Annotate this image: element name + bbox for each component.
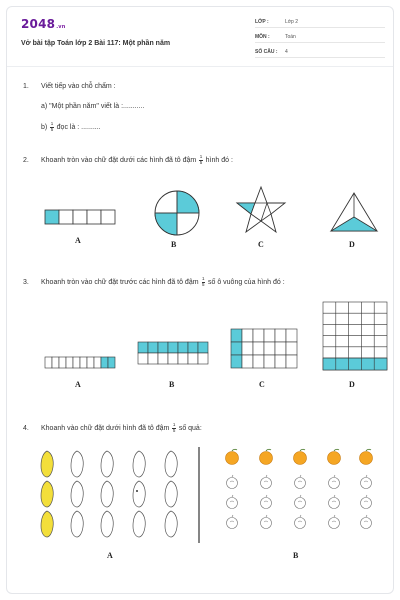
meta-question-count: SỐ CÂU : 4 [255,47,385,58]
fraction-one-fifth: $\frac{1}{5}$ [50,121,54,132]
q4-label-a[interactable]: A [107,551,113,560]
q2-label-b[interactable]: B [171,240,177,249]
q3-label-d[interactable]: D [349,380,355,389]
meta-class: LỚP : Lớp 2 [255,17,385,28]
q4-fruit-group-b [219,447,369,539]
fraction-one-fifth: $\frac{1}{5}$ [202,276,205,287]
q3-grid-b [138,342,208,364]
fraction-one-fifth: $\frac{1}{5}$ [199,154,203,165]
q4-fruit-group-a [37,447,187,537]
q2-label-a[interactable]: A [75,236,81,245]
q4-label-b[interactable]: B [293,551,299,560]
q2-circle-figure [153,189,201,237]
q2-label-c[interactable]: C [258,240,264,249]
q3-grid-a [45,357,115,369]
worksheet-header [7,7,393,67]
q2-strip-figure [45,210,117,225]
question-1: 1. Viết tiếp vào chỗ chấm : [23,83,116,90]
question-2: 2. Khoanh tròn vào chữ đặt dưới các hình đã tô đậm $\frac{1}{5}$ hình đó : [23,154,233,165]
q2-triangle-figure [329,191,379,235]
page-title: Vở bài tập Toán lớp 2 Bài 117: Một phần năm [21,40,171,47]
q3-grid-d [323,302,387,370]
question-4: 4. Khoanh vào chữ đặt dưới hình đã tô đậm $\frac{1}{5}$ số quả: [23,422,202,433]
q4-divider [197,447,201,543]
worksheet-page [6,6,394,594]
question-3: 3. Khoanh tròn vào chữ đặt trước các hình đã tô đậm $\frac{1}{5}$ số ô vuông của hình đó : [23,276,285,287]
meta-subject: MÔN : Toán [255,32,385,43]
q3-grid-c [231,329,297,369]
q3-label-a[interactable]: A [75,380,81,389]
site-logo[interactable]: 2048.vn [21,17,66,31]
fraction-one-fifth: $\frac{1}{5}$ [172,422,176,433]
q2-star-figure [235,185,287,235]
question-1b: b) $\frac{1}{5}$ đọc là : .......... [41,121,101,132]
q3-label-b[interactable]: B [169,380,175,389]
q3-label-c[interactable]: C [259,380,265,389]
q2-label-d[interactable]: D [349,240,355,249]
question-1a: a) "Một phần năm" viết là :........... [41,103,145,110]
